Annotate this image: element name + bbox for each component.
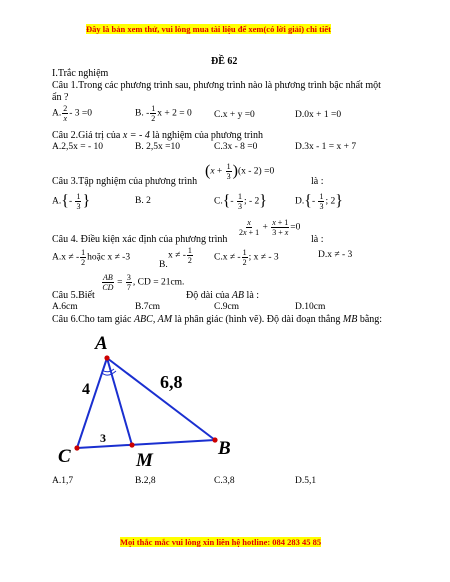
segment-cb [77,440,215,448]
question-1: Câu 1.Trong các phương trình sau, phương trình nào là phương trình bậc nhất một [52,80,381,91]
q4-option-b-label: B. [159,260,168,270]
q4-option-b: x ≠ - $\frac{1}{2}$ [168,246,192,265]
exam-title: ĐỀ 62 [211,56,238,67]
label-cm-length: 3 [100,431,106,445]
q3-option-d: D.{- $\frac{1}{3}$ ; 2} [295,192,343,211]
label-ac-length: 4 [82,381,90,398]
q6-option-d: D.5,1 [295,476,317,486]
triangle-figure [50,330,250,480]
label-c: C [58,446,71,467]
label-ab-length: 6,8 [160,372,183,392]
q1-option-c: C.x + y =0 [214,110,255,120]
q2-option-b: B. 2,5x =10 [135,142,180,152]
q4-equation: $\frac{x}{2x + 1}$ + $\frac{x + 1}{3 + x}$ =0 [239,218,301,237]
q2-option-d: D.3x - 1 = x + 7 [295,142,357,152]
q6-option-b: B.2,8 [135,476,156,486]
q5-ratio: $\frac{AB}{CD}$ = $\frac{3}{7}$ , CD = 21cm. [102,273,185,292]
segment-ab [107,358,215,440]
q2-option-c: C.3x - 8 =0 [214,142,258,152]
question-1-cont: ẩn ? [52,92,69,103]
q2-option-a: A.2,5x = - 10 [52,142,104,152]
point-c [74,445,79,450]
q6-option-a: A.1,7 [52,476,74,486]
section-heading: I.Trắc nghiệm [52,68,109,79]
q4-option-d: D.x ≠ - 3 [318,250,353,260]
q4-suffix: là : [311,234,324,245]
q5-option-d: D.10cm [295,302,326,312]
q3-equation: (x + $\frac{1}{3}$ )(x - 2) =0 [205,162,275,181]
q5-option-b: B.7cm [135,302,161,312]
question-3: Câu 3.Tập nghiệm của phương trình [52,176,198,187]
label-m: M [136,450,153,471]
point-b [212,437,217,442]
bottom-banner: Mọi thắc mắc vui lòng xin liên hệ hotline: 084 283 45 85 [120,537,322,547]
q3-option-c: C.{- $\frac{1}{3}$ ; - 2} [214,192,267,211]
point-m [129,442,134,447]
question-6: Câu 6.Cho tam giác ABC, AM là phân giác (hình vẽ). Độ dài đoạn thẳng MB bằng: [52,314,383,325]
label-b: B [218,438,231,459]
q6-option-c: C.3,8 [214,476,235,486]
top-banner: Đây là bản xem thử, vui lòng mua tài liệu để xem(có lời giải) chi tiết [86,24,331,34]
question-5: Câu 5.Biết [52,290,95,301]
q5-ask: Độ dài của AB là : [186,290,260,301]
point-a [104,355,109,360]
q1-option-a: A. $\frac{2}{x}$ - 3 =0 [52,104,93,123]
q3-option-b: B. 2 [135,196,151,206]
q5-option-a: A.6cm [52,302,78,312]
q5-option-c: C.9cm [214,302,240,312]
q3-suffix: là : [311,176,324,187]
q1-option-b: B. - $\frac{1}{2}$ x + 2 = 0 [135,104,192,123]
label-a: A [95,333,108,354]
question-4: Câu 4. Điều kiện xác định của phương trình [52,234,228,245]
q1-option-d: D.0x + 1 =0 [295,110,342,120]
q4-option-a: A.x ≠ - $\frac{1}{2}$ hoặc x ≠ -3 [52,248,131,267]
q4-option-c: C.x ≠ - $\frac{1}{2}$ ; x ≠ - 3 [214,248,279,267]
question-2: Câu 2.Giá trị của x = - 4 là nghiệm của phương trình [52,130,264,141]
q3-option-a: A.{- $\frac{1}{3}$ } [52,192,91,211]
